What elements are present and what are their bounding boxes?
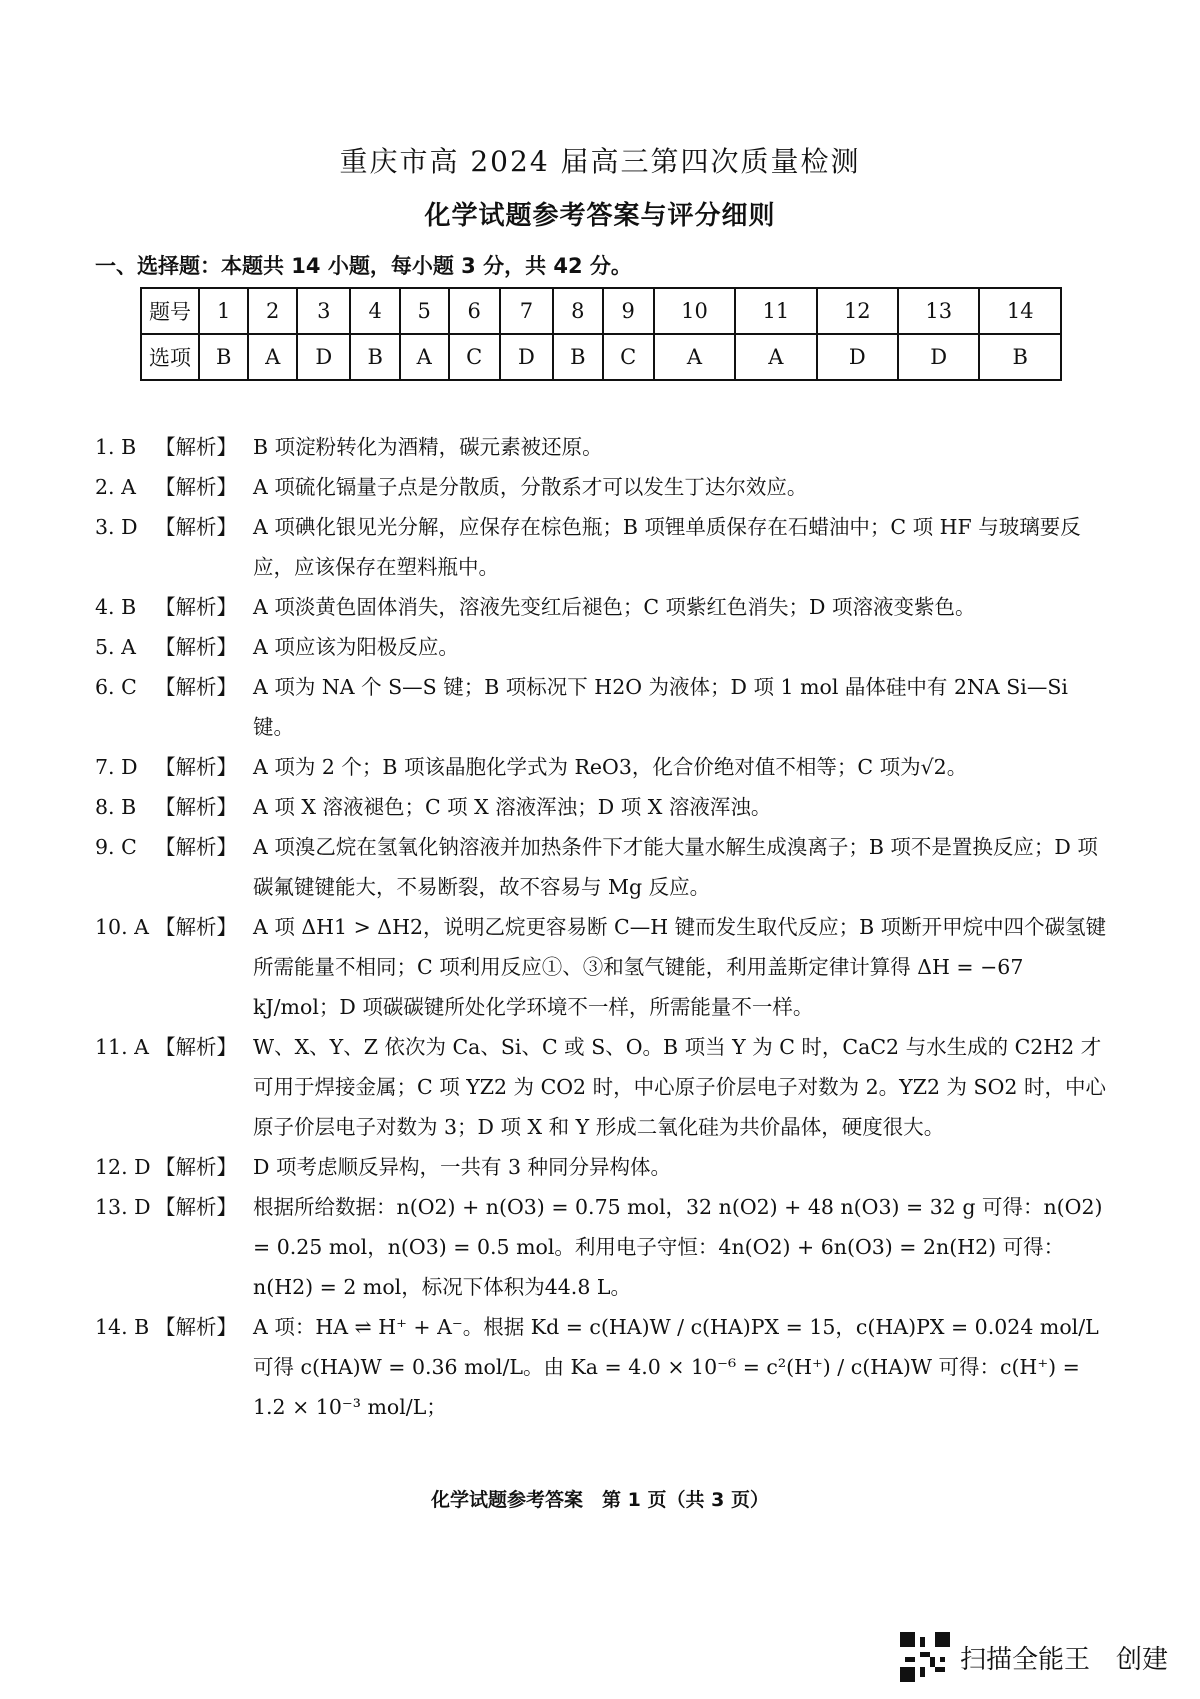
item-number: 10. A xyxy=(95,915,149,939)
question-number: 3 xyxy=(297,288,350,334)
question-number: 4 xyxy=(350,288,399,334)
item-number: 14. B xyxy=(95,1315,150,1339)
answer-choice: B xyxy=(979,334,1061,380)
answer-choice: D xyxy=(898,334,979,380)
watermark-text: 扫描全能王 创建 xyxy=(960,1644,1169,1675)
answer-table-number-row xyxy=(141,288,1061,334)
question-number: 12 xyxy=(817,288,898,334)
item-text: B 项淀粉转化为酒精，碳元素被还原。 xyxy=(253,435,603,459)
answer-choice: A xyxy=(248,334,297,380)
scanner-watermark xyxy=(900,1632,1168,1682)
item-tag: 【解析】 xyxy=(155,1155,237,1179)
answer-choice: D xyxy=(500,334,553,380)
item-tag: 【解析】 xyxy=(155,635,237,659)
question-number: 9 xyxy=(603,288,654,334)
question-number: 7 xyxy=(500,288,553,334)
item-tag: 【解析】 xyxy=(155,435,237,459)
page-title: 重庆市高 2024 届高三第四次质量检测 xyxy=(339,145,861,178)
explanation-item xyxy=(95,627,1115,667)
explanation-item xyxy=(95,587,1115,627)
item-number: 6. C xyxy=(95,675,137,699)
item-text: A 项为 2 个；B 项该晶胞化学式为 ReO3，化合价绝对值不相等；C 项为√2。 xyxy=(253,755,968,779)
item-text: A 项硫化镉量子点是分散质，分散系才可以发生丁达尔效应。 xyxy=(253,475,808,499)
item-number: 11. A xyxy=(95,1035,149,1059)
item-text: A 项溴乙烷在氢氧化钠溶液并加热条件下才能大量水解生成溴离子；B 项不是置换反应；D 项碳氟键键能大，不易断裂，故不容易与 Mg 反应。 xyxy=(253,835,1098,899)
item-number: 2. A xyxy=(95,475,136,499)
question-number: 8 xyxy=(553,288,602,334)
item-text: A 项淡黄色固体消失，溶液先变红后褪色；C 项紫红色消失；D 项溶液变紫色。 xyxy=(253,595,976,619)
item-number: 1. B xyxy=(95,435,137,459)
item-text: D 项考虑顺反异构，一共有 3 种同分异构体。 xyxy=(253,1155,672,1179)
row-label-choice: 选项 xyxy=(141,334,199,380)
item-text: 根据所给数据：n(O2) + n(O3) = 0.75 mol，32 n(O2) + 48 n(O3) = 32 g 可得：n(O2) = 0.25 mol，n(O3) = 0.5 mol。利用电子守恒：4n(O2) + 6n(O3) = 2n(H2) 可得：n(H2) = 2 mol，标况下体积为44.8 L。 xyxy=(253,1195,1103,1299)
explanation-item xyxy=(95,1187,1115,1307)
item-text: A 项为 NA 个 S—S 键；B 项标况下 H2O 为液体；D 项 1 mol 晶体硅中有 2NA Si—Si 键。 xyxy=(253,675,1068,739)
answer-choice: B xyxy=(553,334,602,380)
question-number: 10 xyxy=(654,288,735,334)
item-number: 7. D xyxy=(95,755,138,779)
explanation-item xyxy=(95,747,1115,787)
item-number: 12. D xyxy=(95,1155,151,1179)
item-text: A 项应该为阳极反应。 xyxy=(253,635,459,659)
item-tag: 【解析】 xyxy=(155,755,237,779)
item-tag: 【解析】 xyxy=(155,675,237,699)
answer-choice: A xyxy=(654,334,735,380)
answer-table xyxy=(140,287,1062,381)
item-number: 4. B xyxy=(95,595,137,619)
item-tag: 【解析】 xyxy=(155,475,237,499)
answer-choice: A xyxy=(400,334,449,380)
item-tag: 【解析】 xyxy=(155,835,237,859)
item-tag: 【解析】 xyxy=(155,595,237,619)
answer-choice: B xyxy=(199,334,248,380)
qr-code-icon xyxy=(900,1632,950,1682)
question-number: 11 xyxy=(735,288,816,334)
item-tag: 【解析】 xyxy=(155,795,237,819)
item-tag: 【解析】 xyxy=(155,515,237,539)
page-footer: 化学试题参考答案 第 1 页（共 3 页） xyxy=(431,1489,769,1511)
explanation-item xyxy=(95,467,1115,507)
item-text: A 项 ΔH1 > ΔH2，说明乙烷更容易断 C—H 键而发生取代反应；B 项断开甲烷中四个碳氢键所需能量不相同；C 项利用反应①、③和氢气键能，利用盖斯定律计算得 ΔH = −67 kJ/mol；D 项碳碳键所处化学环境不一样，所需能量不一样。 xyxy=(253,915,1107,1019)
explanation-item xyxy=(95,907,1115,1027)
item-tag: 【解析】 xyxy=(155,915,237,939)
answer-choice: D xyxy=(817,334,898,380)
explanation-item xyxy=(95,1147,1115,1187)
question-number: 14 xyxy=(979,288,1061,334)
item-number: 13. D xyxy=(95,1195,151,1219)
item-text: W、X、Y、Z 依次为 Ca、Si、C 或 S、O。B 项当 Y 为 C 时，CaC2 与水生成的 C2H2 才可用于焊接金属；C 项 YZ2 为 CO2 时，中心原子价层电子对数为 2。YZ2 为 SO2 时，中心原子价层电子对数为 3；D 项 X 和 Y 形成二氧化硅为共价晶体，硬度很大。 xyxy=(253,1035,1106,1139)
page-subtitle: 化学试题参考答案与评分细则 xyxy=(424,201,776,231)
answer-choice: D xyxy=(297,334,350,380)
question-number: 6 xyxy=(449,288,500,334)
item-text: A 项碘化银见光分解，应保存在棕色瓶；B 项锂单质保存在石蜡油中；C 项 HF 与玻璃要反应，应该保存在塑料瓶中。 xyxy=(253,515,1081,579)
item-tag: 【解析】 xyxy=(155,1315,237,1339)
section-heading: 一、选择题：本题共 14 小题，每小题 3 分，共 42 分。 xyxy=(95,254,632,278)
item-tag: 【解析】 xyxy=(155,1195,237,1219)
item-number: 9. C xyxy=(95,835,137,859)
question-number: 2 xyxy=(248,288,297,334)
item-tag: 【解析】 xyxy=(155,1035,237,1059)
explanation-item xyxy=(95,427,1115,467)
row-label-number: 题号 xyxy=(141,288,199,334)
item-number: 5. A xyxy=(95,635,136,659)
answer-choice: C xyxy=(603,334,654,380)
item-text: A 项：HA ⇌ H⁺ + A⁻。根据 Kd = c(HA)W / c(HA)PX = 15，c(HA)PX = 0.024 mol/L 可得 c(HA)W = 0.36 mol/L。由 Ka = 4.0 × 10⁻⁶ = c²(H⁺) / c(HA)W 可得：c(H⁺) = 1.2 × 10⁻³ mol/L； xyxy=(253,1315,1099,1419)
explanation-item xyxy=(95,827,1115,907)
explanation-item xyxy=(95,1027,1115,1147)
answer-choice: B xyxy=(350,334,399,380)
explanation-item xyxy=(95,507,1115,587)
answer-choice: A xyxy=(735,334,816,380)
question-number: 5 xyxy=(400,288,449,334)
explanation-item xyxy=(95,667,1115,747)
item-number: 3. D xyxy=(95,515,138,539)
answer-choice: C xyxy=(449,334,500,380)
explanation-list xyxy=(95,427,1115,1427)
answer-table-choice-row xyxy=(141,334,1061,380)
question-number: 13 xyxy=(898,288,979,334)
item-number: 8. B xyxy=(95,795,137,819)
question-number: 1 xyxy=(199,288,248,334)
explanation-item xyxy=(95,1307,1115,1427)
explanation-item xyxy=(95,787,1115,827)
item-text: A 项 X 溶液褪色；C 项 X 溶液浑浊；D 项 X 溶液浑浊。 xyxy=(253,795,772,819)
